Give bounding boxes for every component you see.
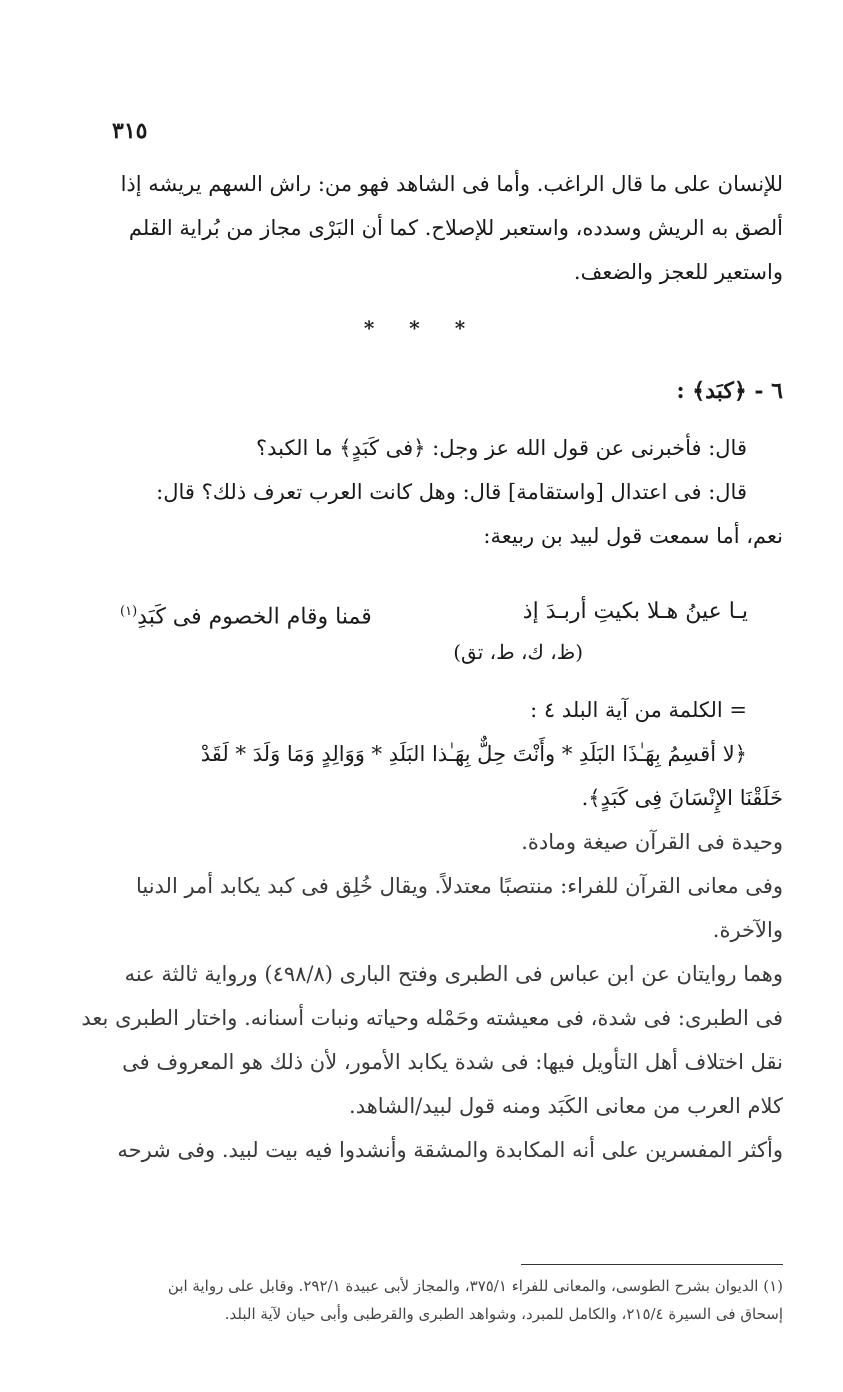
footnote-line: (١) الديوان بشرح الطوسى، والمعانى للفراء ٣٧٥/١، والمجاز لأبى عبيدة ٢٩٢/١. وقابل على رواية ابن (167, 1277, 783, 1295)
footnote-line: إسحاق فى السيرة ٢١٥/٤، والكامل للمبرد، وشواهد الطبرى والقرطبى وأبى حيان لآية البلد. (224, 1305, 783, 1323)
footnote-divider (521, 1264, 783, 1265)
answer-text-cont: نعم، أما سمعت قول لبيد بن ربيعة: (483, 524, 783, 548)
poetry-verse (120, 588, 748, 641)
text-line: فى الطبرى: فى شدة، فى معيشته وحَمْله وحياته ونبات أسنانه. واختار الطبرى بعد (81, 1006, 783, 1030)
question-text: قال: فأخبرنى عن قول الله عز وجل: ﴿فى كَبَدٍ﴾ ما الكبد؟ (255, 436, 747, 460)
text-line: والآخرة. (712, 918, 783, 942)
page-number: ٣١٥ (112, 118, 148, 144)
entry-heading: ٦ - ﴿كبَد﴾ : (676, 378, 783, 404)
verse-first-hemistich: يـا عينُ هـلا بكيتِ أربـدَ إذ (522, 599, 748, 624)
ayah-text-cont: خَلَقْنَا الإِنْسَانَ فِى كَبَدٍ﴾. (581, 786, 783, 810)
text-line: كلام العرب من معانى الكَبَد ومنه قول لبيد/الشاهد. (349, 1094, 783, 1118)
verse-second-hemistich: قمنا وقام الخصوم فى كَبَدِ$^{(١)}$ (120, 604, 372, 630)
ayah-text: ﴿لا أقسِمُ بِهَـٰذَا البَلَدِ * وأَنْتَ حِلٌّ بِهَـٰذا البَلَدِ * وَوَالِدٍ وَمَا وَلَدَ * لَقَدْ (200, 742, 747, 766)
text-line: وفى معانى القرآن للفراء: منتصبًا معتدلاً. ويقال خُلِق فى كبد يكابد أمر الدنيا (135, 874, 783, 898)
text-line: وحيدة فى القرآن صيغة ومادة. (521, 830, 783, 854)
text-line: واستعير للعجز والضعف. (573, 260, 783, 284)
text-line: نقل اختلاف أهل التأويل فيها: فى شدة يكابد الأمور، لأن ذلك هو المعروف فى (122, 1050, 783, 1074)
dialogue-paragraph (78, 426, 783, 558)
footnote (100, 1272, 783, 1328)
footnote-marker: (١) (120, 604, 138, 619)
section-separator: * * * (363, 316, 480, 340)
intro-paragraph (78, 162, 783, 294)
text-line: للإنسان على ما قال الراغب. وأما فى الشاهد فهو من: راش السهم يريشه إذا (120, 172, 783, 196)
answer-text: قال: فى اعتدال [واستقامة] قال: وهل كانت العرب تعرف ذلك؟ قال: (156, 480, 747, 504)
commentary-block (78, 688, 783, 1172)
text-line: وأكثر المفسرين على أنه المكابدة والمشقة وأنشدوا فيه بيت لبيد. وفى شرحه (117, 1138, 783, 1162)
text-line: وهما روايتان عن ابن عباس فى الطبرى وفتح البارى (٤٩٨/٨) ورواية ثالثة عنه (124, 962, 783, 986)
ayah-note-heading: = الكلمة من آية البلد ٤ : (530, 698, 747, 722)
verse-sources: (ظ، ك، ط، تق) (453, 640, 583, 664)
text-line: ألصق به الريش وسدده، واستعبر للإصلاح. كما أن البَرْى مجاز من بُراية القلم (128, 216, 783, 240)
